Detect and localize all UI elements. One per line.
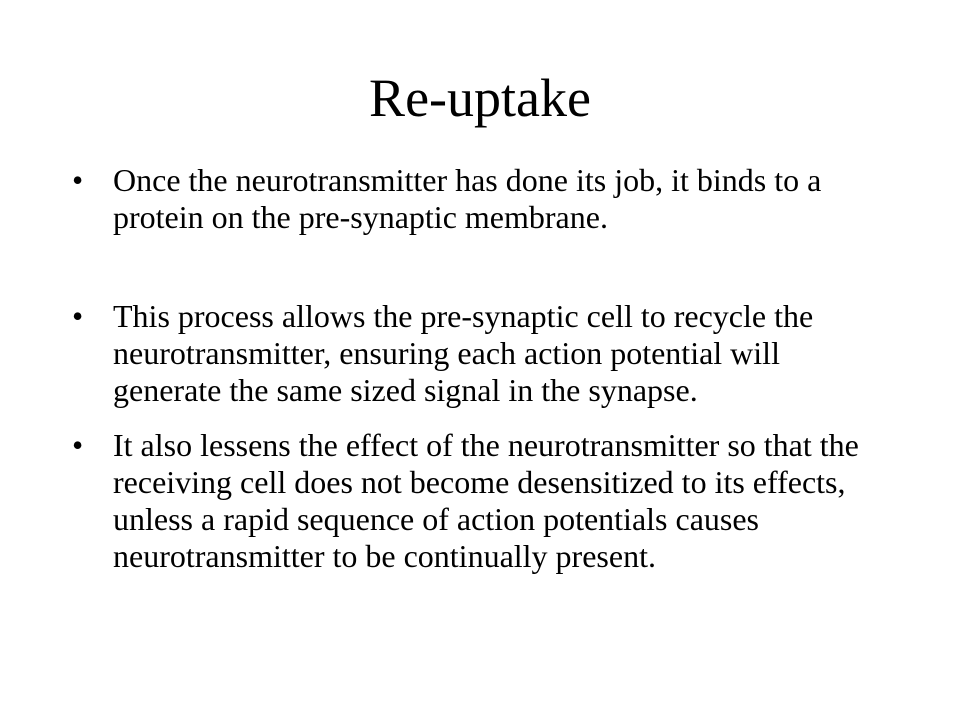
bullet-dot-icon: • [72,427,84,463]
bullet-dot-icon: • [72,162,84,198]
bullet-item [72,298,892,409]
bullet-text: This process allows the pre-synaptic cell to recycle the neurotransmitter, ensuring each action potential will generate the same sized signal in the synapse. [113,298,814,408]
bullet-item [72,427,892,575]
bullet-dot-icon: • [72,298,84,334]
bullet-text: Once the neurotransmitter has done its job, it binds to a protein on the pre-synaptic membrane. [113,162,822,235]
slide-title: Re-uptake [369,68,591,128]
bullet-text: It also lessens the effect of the neurotransmitter so that the receiving cell does not become desensitized to its effects, unless a rapid sequence of action potentials causes neurotransmitter to be continually present. [113,427,859,574]
bullet-item [72,162,892,236]
bullet-list [72,162,892,575]
